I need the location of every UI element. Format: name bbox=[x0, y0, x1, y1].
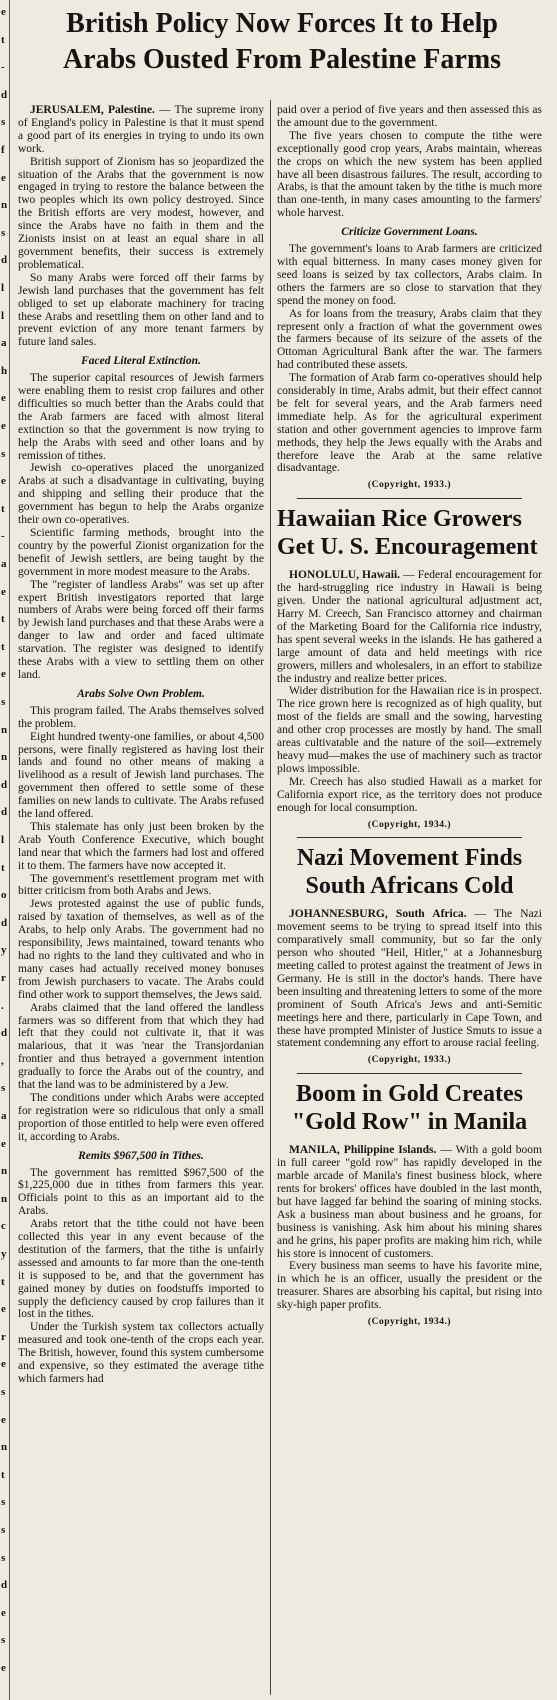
gutter-letter: y bbox=[1, 1248, 7, 1260]
article-column-right bbox=[277, 104, 542, 1333]
gutter-letter: r bbox=[1, 972, 6, 984]
paragraph-text: Scientific farming methods, brought into the country by the powerful Zionist organization for the benefit of Jewish settlers, are being taught by the government in more modest measure to the Arabs. bbox=[18, 527, 264, 578]
paragraph-text: — The Nazi movement seems to be trying to spread itself into this comparatively small community, but so far the only person who shouted "Heil, Hitler," at a Johannesburg meeting called to protest against the treatment of Jews in Germany. He is still in the doctor's hands. There have been insulting and threatening letters to some of the more prominent of South Africa's Jews and anti-Semitic meetings here and there, particularly in Cape Town, and these have prompted Minister of Justice Smuts to issue a statement condemning any effort to arouse racial feeling. bbox=[277, 908, 542, 1050]
gutter-letter: h bbox=[1, 364, 8, 377]
paragraph-text: British support of Zionism has so jeopardized the situation of the Arabs that the government is now engaged in trying to restore the balance between the two peoples which its own policy destroyed. Since the British efforts are very modest, however, and since the Arabs have no faith in them and the Zionists insist on at least an equal share in all government benefits, their success is extremely problematical. bbox=[18, 155, 264, 271]
paragraph-text: Wider distribution for the Hawaiian rice is in prospect. The rice grown here is recognized as of high quality, but most of the fields are small and the sowing, harvesting and other crop processes are mostly by hand. The small areas cultivatable and the nature of the soil—extremely heavy mud—makes the use of machinery such as tractor plows impossible. bbox=[277, 685, 542, 775]
gutter-letter: n bbox=[1, 1192, 8, 1205]
paragraph bbox=[277, 685, 542, 775]
paragraph bbox=[18, 272, 264, 349]
paragraph-text: Jewish co-operatives placed the unorganized Arabs at such a disadvantage in cultivating, buying and shipping and selling their produce that the government has begun to help the Arabs organize their own co-operatives. bbox=[18, 462, 264, 527]
paragraph-text: Arabs retort that the tithe could not have been collected this year in any event because of the destitution of the farmers, that the tithe is unfairly assessed and amounts to far more than the one-tenth it is supposed to be, and that the government has gained money by duties on foodstuffs imported to supply the deficiency caused by crop failures than it lost in the tithes. bbox=[18, 1218, 264, 1321]
paragraph bbox=[18, 1092, 264, 1144]
paragraph bbox=[277, 908, 542, 1050]
paragraph-text: Arabs claimed that the land offered the landless farmers was so different from that which they had left that they could not cultivate it, that it was malarious, that it was 'near the Transjordanian frontier and thus betrayed a government intention gradually to force the Arabs out of the country, and that the land was to be administered by a Jew. bbox=[18, 1001, 264, 1092]
paragraph bbox=[18, 898, 264, 1001]
paragraph-text: The "register of landless Arabs" was set up after expert British investigators reported that large numbers of Arabs were being forced off their farms by Jewish land purchases and that these Arabs were a danger to law and order and faced ultimate starvation. The register was designed to identify these Arabs with a view to settling them on other land. bbox=[18, 578, 264, 681]
paragraph-text: The formation of Arab farm co-operatives should help considerably in time, Arabs admit, but their effect cannot be felt for several years, and the Arab farmers need immediate help. As for the agricultural experiment station and other government agencies to improve farm methods, they help the Jews equally with the Arabs and therefore leave the Arab at the same relative disadvantage. bbox=[277, 372, 542, 475]
gutter-letter: t bbox=[1, 1275, 5, 1288]
gutter-letter: r bbox=[1, 1330, 6, 1343]
paragraph-text: The government has remitted $967,500 of the $1,225,000 due in tithes from farmers this year. Officials point to this as an important aid to the Arabs. bbox=[18, 1166, 264, 1218]
gutter-letter: s bbox=[1, 1386, 6, 1398]
paragraph-text: The government's resettlement program met with bitter criticism from both Arabs and Jews. bbox=[18, 872, 264, 898]
gutter-letter: t bbox=[1, 1468, 5, 1481]
paragraph-text: Eight hundred twenty-one families, or about 4,500 persons, were finally registered as having lost their lands and found no other means of making a livelihood as a result of Jewish land purchases. The government then offered to settle some of these families on new lands to cultivate. The Arabs refused the land offered. bbox=[18, 730, 264, 821]
gutter-letter: d bbox=[1, 1027, 8, 1040]
paragraph-text: This stalemate has only just been broken by the Arab Youth Conference Executive, which bought land near that which the farmers had lost and offered it to them. The farmers have now accepted it. bbox=[18, 820, 264, 872]
gutter-letter: - bbox=[1, 61, 5, 74]
gutter-letter: s bbox=[1, 696, 6, 708]
paragraph bbox=[18, 372, 264, 462]
gutter-letter: e bbox=[1, 1137, 6, 1150]
gutter-letter: d bbox=[1, 254, 8, 267]
gutter-letter: n bbox=[1, 1165, 8, 1178]
gutter-letter: c bbox=[1, 1220, 6, 1233]
paragraph-text: So many Arabs were forced off their farms by Jewish land purchases that the government has felt obliged to set up elaborate machinery for tracing these Arabs and resettling them on other land and to prevent eviction of any more tenant farmers by future land sales. bbox=[18, 271, 264, 349]
gutter-letter: l bbox=[1, 282, 5, 294]
paragraph-text: This program failed. The Arabs themselves solved the problem. bbox=[18, 704, 264, 730]
paragraph-text: paid over a period of five years and then assessed this as the amount due to the government. bbox=[277, 104, 542, 129]
gutter-letter: - bbox=[1, 530, 5, 543]
gutter-letter: e bbox=[1, 668, 6, 681]
dateline: HONOLULU, Hawaii. bbox=[289, 569, 401, 582]
gutter-letter: e bbox=[1, 475, 6, 488]
article-headline: Nazi Movement Finds South Africans Cold bbox=[296, 845, 523, 900]
article-headline: Hawaiian Rice Growers Get U. S. Encouragement bbox=[277, 506, 538, 561]
section-subheading: Faced Literal Extinction. bbox=[81, 355, 201, 368]
gutter-letter: s bbox=[1, 1551, 6, 1564]
paragraph-text: As for loans from the treasury, Arabs claim that they represent only a fraction of what the government owes the farmers because of its seizure of the assets of the Ottoman Agricultural Bank after the war. The farmers had contributed these assets. bbox=[277, 307, 542, 372]
gutter-letter: s bbox=[1, 1634, 6, 1647]
paragraph bbox=[277, 1260, 542, 1312]
paragraph-text: The government's loans to Arab farmers are criticized with equal bitterness. In many cases money given for seed loans is seized by tax collectors, Arabs claim. In others the farmers are so close to starvation that they spend the money on food. bbox=[277, 243, 542, 307]
article-separator bbox=[297, 837, 522, 838]
gutter-letter: l bbox=[1, 834, 5, 846]
gutter-letter: s bbox=[1, 226, 6, 239]
gutter-letter: y bbox=[1, 944, 7, 957]
gutter-letter: t bbox=[1, 502, 5, 515]
gutter-letter: s bbox=[1, 1082, 6, 1095]
paragraph bbox=[277, 104, 542, 130]
paragraph-text: The conditions under which Arabs were accepted for registration were so ridiculous that only a small proportion of those entitled to help were even offered it, according to Arabs. bbox=[18, 1091, 264, 1143]
gutter-letter: , bbox=[1, 1054, 4, 1067]
gutter-letter: s bbox=[1, 1496, 6, 1509]
gutter-letter: e bbox=[1, 392, 6, 405]
article-separator bbox=[297, 498, 522, 499]
copyright-line: (Copyright, 1933.) bbox=[367, 1055, 452, 1066]
paragraph bbox=[18, 1321, 264, 1386]
paragraph bbox=[18, 873, 264, 899]
article-headline: Boom in Gold Creates "Gold Row" in Manila bbox=[291, 1081, 528, 1136]
dateline: JOHANNESBURG, South Africa. bbox=[289, 908, 467, 921]
gutter-letter: l bbox=[1, 309, 5, 322]
gutter-letter: e bbox=[1, 420, 6, 432]
gutter-letter: e bbox=[1, 1606, 6, 1619]
paragraph-text: — Federal encouragement for the hard-struggling rice industry in Hawaii is being given. Under the national agricultural adjustment act, Harry M. Creech, San Francisco attorney and chairman of the Marketing Board for the California rice industry, has spent several weeks in the islands. He has gathered a large amount of data and held meetings with rice growers, millers and wholesalers, in an effort to stabilize the industry and realize better prices. bbox=[277, 569, 542, 685]
article-column-left bbox=[18, 104, 264, 1386]
paragraph-text: — The supreme irony of England's policy in Palestine is that it must spend a good part of its energies in trying to undo its own work. bbox=[18, 104, 265, 155]
gutter-letter: t bbox=[1, 861, 5, 874]
paragraph bbox=[277, 776, 542, 815]
gutter-letter: . bbox=[1, 999, 4, 1012]
paragraph-text: — With a gold boom in full career "gold row" has rapidly developed in the marble arcade of Manila's finest business block, where rents for brokers' offices have doubled in the last month, but have lagged far behind the soaring of mining stocks. Ask a business man about business and he groans, for business is vanishing. Ask him about his mining shares and he grins, his paper profits are making him rich, while his store is innocent of customers. bbox=[277, 1144, 542, 1260]
paragraph-text: The five years chosen to compute the tithe were exceptionally good crop years, Arabs maintain, whereas the crops on which the new system has been applied have all been disastrous failures. The result, according to Arabs, is that the amount taken by the tithe is much more than one-tenth, in many cases amounting to the farmers' whole harvest. bbox=[277, 129, 542, 220]
paragraph-text: Every business man seems to have his favorite mine, in which he is an officer, usually the president or the treasurer. Shares are absorbing his capital, but rising into sky-high paper profits. bbox=[277, 1260, 542, 1312]
gutter-letter: d bbox=[1, 88, 8, 101]
paragraph-text: Under the Turkish system tax collectors actually measured and took one-tenth of the crops each year. The British, however, found this system cumbersome and expensive, so they estimated the average tithe which farmers had bbox=[18, 1321, 264, 1385]
paragraph bbox=[18, 821, 264, 873]
paragraph bbox=[18, 705, 264, 731]
gutter-letter: e bbox=[1, 1662, 6, 1674]
gutter-letter: n bbox=[1, 751, 8, 764]
paragraph bbox=[277, 569, 542, 685]
copyright-line: (Copyright, 1934.) bbox=[367, 1317, 452, 1328]
paragraph bbox=[18, 104, 264, 156]
gutter-letter: o bbox=[1, 889, 7, 902]
gutter-letter: n bbox=[1, 199, 8, 212]
gutter-letter: e bbox=[1, 1413, 6, 1426]
section-subheading: Remits $967,500 in Tithes. bbox=[78, 1149, 204, 1162]
gutter-letter: n bbox=[1, 1441, 8, 1454]
paragraph-text: Mr. Creech has also studied Hawaii as a market for California export rice, as the territory does not produce enough for local consumption. bbox=[277, 775, 542, 814]
copyright-line: (Copyright, 1933.) bbox=[367, 480, 452, 491]
article-separator bbox=[297, 1073, 522, 1074]
gutter-letter: e bbox=[1, 1303, 6, 1316]
gutter-letter: d bbox=[1, 1579, 8, 1592]
paragraph bbox=[18, 1218, 264, 1321]
gutter-letter: d bbox=[1, 916, 8, 929]
section-subheading: Arabs Solve Own Problem. bbox=[77, 687, 205, 700]
paragraph bbox=[18, 1002, 264, 1092]
dateline: MANILA, Philippine Islands. bbox=[289, 1144, 437, 1157]
paragraph bbox=[277, 243, 542, 308]
paragraph bbox=[277, 1144, 542, 1260]
section-subheading: Criticize Government Loans. bbox=[341, 226, 478, 239]
dateline: JERUSALEM, Palestine. bbox=[30, 104, 155, 116]
paragraph bbox=[18, 527, 264, 579]
gutter-letter: a bbox=[1, 558, 7, 570]
paragraph bbox=[18, 579, 264, 682]
column-divider bbox=[270, 100, 271, 1695]
paragraph bbox=[18, 462, 264, 527]
gutter-letter: s bbox=[1, 116, 6, 129]
gutter-letter: e bbox=[1, 1358, 6, 1371]
gutter-letter: a bbox=[1, 337, 7, 350]
headline-line-1: British Policy Now Forces It to Help bbox=[66, 8, 498, 39]
gutter-letter: t bbox=[1, 613, 5, 626]
paragraph bbox=[277, 130, 542, 220]
gutter-letter: d bbox=[1, 806, 8, 819]
paragraph bbox=[277, 372, 542, 475]
gutter-letter: e bbox=[1, 585, 6, 598]
headline-line-2: Arabs Ousted From Palestine Farms bbox=[62, 44, 502, 75]
gutter-letter: e bbox=[1, 171, 6, 184]
gutter-letter: s bbox=[1, 1524, 6, 1536]
left-margin-cropped-column bbox=[0, 0, 10, 1700]
gutter-letter: n bbox=[1, 723, 8, 736]
paragraph-text: Jews protested against the use of public funds, raised by taxation of themselves, as well as of the Arabs, to help only Arabs. The government had no responsibility, Jews maintained, toward tenants who had no rights to the land they cultivated and who in many cases had actually received money bonuses from Jewish purchasers to vacate. The Arabs could find other work to support themselves, the Jews said. bbox=[18, 898, 264, 1001]
paragraph bbox=[18, 1167, 264, 1219]
gutter-letter: a bbox=[1, 1110, 7, 1122]
gutter-letter: t bbox=[1, 640, 5, 653]
gutter-letter: e bbox=[1, 6, 6, 18]
gutter-letter: f bbox=[1, 144, 5, 156]
paragraph bbox=[277, 308, 542, 373]
gutter-letter: d bbox=[1, 778, 8, 791]
paragraph bbox=[18, 731, 264, 821]
copyright-line: (Copyright, 1934.) bbox=[367, 819, 452, 830]
gutter-letter: t bbox=[1, 33, 5, 46]
gutter-letter: s bbox=[1, 447, 6, 460]
paragraph bbox=[18, 156, 264, 272]
paragraph-text: The superior capital resources of Jewish farmers were enabling them to resist crop failures and other difficulties so much better than the Arabs could that the Arab farmers are faced with almost literal extinction so that the government is now trying to help the Arabs with seed and other loans and by remission of tithes. bbox=[18, 372, 264, 462]
